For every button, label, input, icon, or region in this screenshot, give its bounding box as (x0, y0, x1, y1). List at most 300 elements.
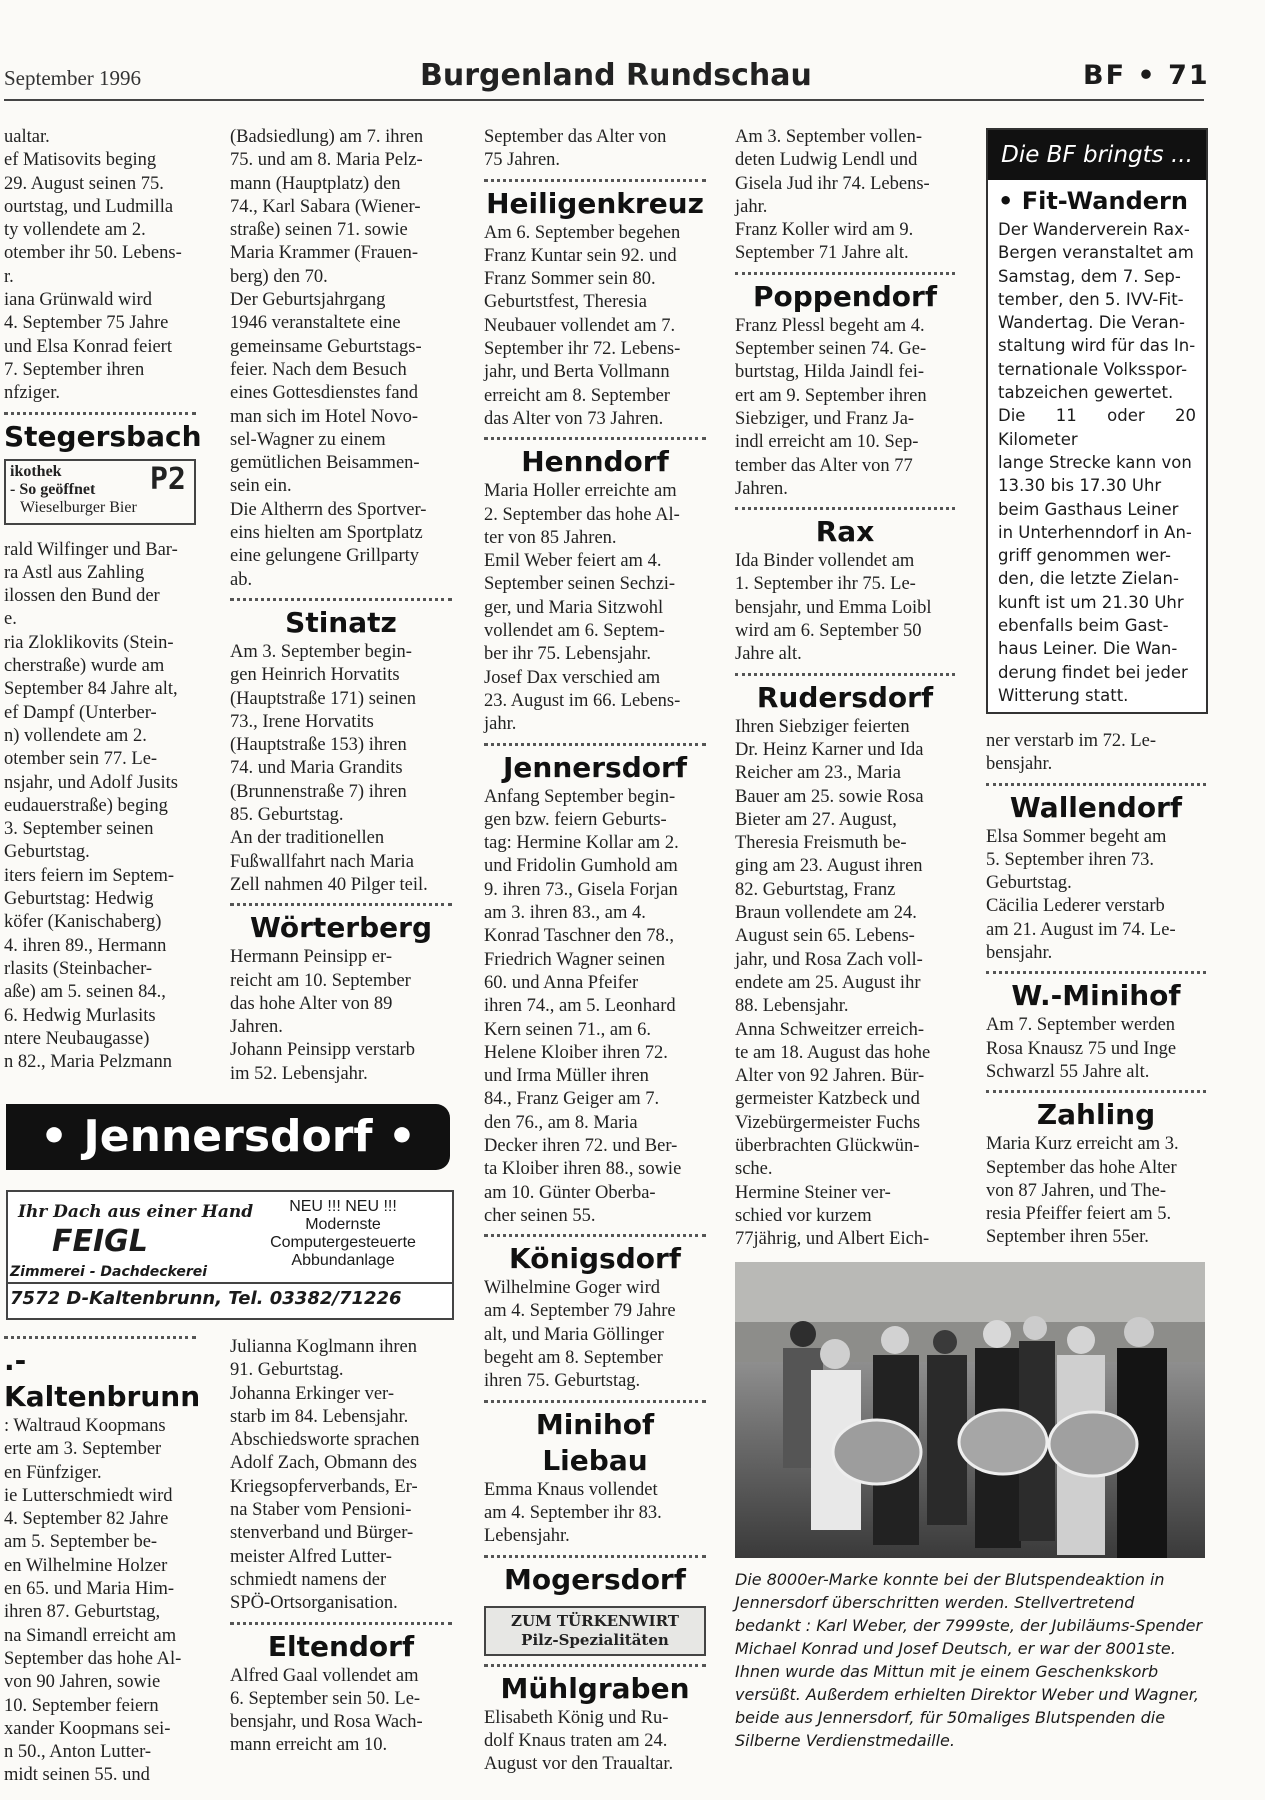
section-heading-poppendorf: Poppendorf (752, 279, 938, 313)
text-line: bensjahr, und Emma Loibl (735, 597, 932, 618)
ad-feigl-announcement (248, 1198, 438, 1270)
text-line: cher seinen 55. (484, 1205, 596, 1226)
text-line: jahr, und Berta Vollmann (484, 362, 670, 383)
column-2 (230, 126, 452, 1086)
lower2-eltendorf-text (230, 1665, 452, 1758)
divider (484, 179, 706, 182)
column-5 (986, 730, 1206, 1250)
text-line: eins hielten am Sportplatz (230, 523, 423, 544)
text-line: en Wilhelmine Holzer (4, 1555, 168, 1576)
lower-column-2 (230, 1336, 452, 1758)
ad-feigl-slogan: Ihr Dach aus einer Hand (18, 1202, 254, 1222)
text-line: otember ihr 50. Lebens- (4, 243, 182, 264)
text-line: 9. ihren 73., Gisela Forjan (484, 879, 678, 900)
text-line: 29. August seinen 75. (4, 173, 164, 194)
text-line: 60. und Anna Pfeifer (484, 972, 639, 993)
ad-diskothek-logo: P2 (149, 461, 186, 497)
text-line: 5. September ihren 73. (986, 849, 1154, 870)
text-line: aße) am 5. seinen 84., (4, 982, 166, 1003)
text-line: Die 11 oder 20 Kilometer (998, 406, 1196, 449)
text-line: Franz Kuntar sein 92. und (484, 245, 677, 266)
text-line: ourtstag, und Ludmilla (4, 196, 174, 217)
text-line: köfer (Kanischaberg) (4, 912, 162, 933)
text-line: mann erreicht am 10. (230, 1735, 388, 1756)
text-line: das Alter von 73 Jahren. (484, 408, 664, 429)
text-line: gen bzw. feiern Geburts- (484, 809, 667, 830)
text-line: ab. (230, 569, 253, 590)
text-line: derung findet bei jeder (998, 662, 1188, 682)
page-number: BF • 71 (1083, 60, 1210, 91)
text-line: Alter von 92 Jahren. Bür- (735, 1066, 925, 1087)
text-line: 82. Geburtstag, Franz (735, 879, 896, 900)
divider (4, 412, 196, 415)
text-line: 2. September das hohe Al- (484, 504, 680, 525)
text-line: iters feiern im Septem- (4, 865, 175, 886)
text-line: otember sein 77. Le- (4, 749, 158, 770)
text-line: Gisela Jud ihr 74. Lebens- (735, 173, 930, 194)
text-line: von 90 Jahren, sowie (4, 1672, 161, 1693)
text-line: sein ein. (230, 476, 292, 497)
col3-minihof-text (484, 1479, 706, 1549)
photo-caption: Die 8000er-Marke konnte bei der Blutspendeaktion in Jennersdorf überschritten werden. Stellvertretend bedankt : Karl Weber, der 7999ste, der Jubiläums-Spender Michael Konrad und Josef Deutsch, er war der 8001ste. Ihnen wurde das Mittun mit je einem Geschenkskorb versüßt. Außerdem erhielten Direktor Weber und Wagner, beide aus Jennersdorf, für 50maliges Blutspenden die Silberne Verdienstmedaille. (735, 1570, 1203, 1750)
text-line: wird am 6. September 50 (735, 621, 922, 642)
text-line: gemeinsame Geburtstags- (230, 336, 422, 357)
text-line: August vor den Traualtar. (484, 1754, 674, 1775)
text-line: 91. Geburtstag. (230, 1360, 344, 1381)
text-line: ging am 23. August ihren (735, 856, 923, 877)
text-line: te am 18. August das hohe (735, 1042, 931, 1063)
text-line: ebenfalls beim Gast- (998, 616, 1169, 636)
ad-feigl-contact: 7572 D-Kaltenbrunn, Tel. 03382/71226 (10, 1288, 402, 1309)
text-line: midt seinen 55. und (4, 1765, 150, 1786)
text-line: ber ihr 75. Lebensjahr. (484, 644, 651, 665)
text-line: : Waltraud Koopmans (4, 1416, 166, 1436)
text-line: e. (4, 609, 17, 630)
text-line: burtstag, Hilda Jaindl fei- (735, 362, 925, 383)
section-heading-minihof-liebau: Minihof Liebau (535, 1407, 655, 1477)
text-line: 73., Irene Horvatits (230, 711, 374, 732)
ad-feigl-subtitle: Zimmerei - Dachdeckerei (10, 1264, 208, 1280)
text-line: Bieter am 27. August, (735, 809, 897, 830)
text-line: eudauerstraße) beging (4, 795, 168, 816)
text-line: Jahren. (735, 478, 788, 499)
text-line: jahr. (735, 196, 768, 217)
section-heading-wallendorf: Wallendorf (1009, 790, 1183, 824)
text-line: Bauer am 25. sowie Rosa (735, 786, 924, 807)
text-line: schmiedt namens der (230, 1569, 387, 1590)
text-line: 74. und Maria Grandits (230, 758, 403, 779)
text-line: September seinen 74. Ge- (735, 339, 927, 360)
ad-diskothek-line1: ikothek (10, 462, 62, 480)
divider (986, 971, 1206, 974)
text-line: haus Leiner. Die Wan- (998, 639, 1178, 659)
text-line: germeister Katzbeck und (735, 1089, 920, 1110)
text-line: 85. Geburtstag. (230, 805, 344, 826)
text-line: Der Geburtsjahrgang (230, 290, 386, 311)
divider (484, 1555, 706, 1558)
text-line: deten Ludwig Lendl und (735, 150, 918, 171)
text-line: Bergen veranstaltet am (998, 243, 1194, 263)
text-line: SPÖ-Ortsorganisation. (230, 1593, 398, 1614)
text-line: am 21. August im 74. Le- (986, 919, 1176, 940)
text-line: n) vollendete am 2. (4, 725, 147, 746)
ad-feigl-name: FEIGL (52, 1224, 148, 1259)
text-line: 3. September seinen (4, 819, 154, 840)
text-line: Geburtstag: Hedwig (4, 889, 154, 910)
text-line: ria Zloklikovits (Stein- (4, 632, 174, 653)
col2-woerterberg-text (230, 946, 452, 1086)
text-line: nfziger. (4, 383, 60, 404)
text-line: eine gelungene Grillparty (230, 546, 420, 567)
text-line: dolf Knaus traten am 24. (484, 1730, 668, 1751)
text-line: September 71 Jahre alt. (735, 243, 909, 264)
lower-column-1 (4, 1330, 201, 1788)
text-line: iana Grünwald wird (4, 290, 152, 311)
text-line: tember das Alter von 77 (735, 455, 913, 476)
text-line: kunft ist um 21.30 Uhr (998, 592, 1184, 612)
col4-poppendorf-text (735, 315, 955, 501)
divider (484, 437, 706, 440)
text-line: ntere Neubaugasse) (4, 1028, 150, 1049)
text-line: ihren 87. Geburtstag, (4, 1602, 161, 1623)
text-line: (Hauptstraße 171) seinen (230, 688, 416, 709)
text-line: Hermann Peinsipp er- (230, 947, 392, 968)
text-line: Schwarzl 55 Jahre alt. (986, 1061, 1150, 1082)
text-line: Witterung statt. (998, 685, 1129, 705)
text-line: Emil Weber feiert am 4. (484, 551, 662, 572)
text-line: 75 Jahren. (484, 150, 561, 171)
text-line: erreicht am 8. September (484, 385, 670, 406)
text-line: am 4. September ihr 83. (484, 1502, 662, 1523)
text-line: Samstag, dem 7. Sep- (998, 266, 1181, 286)
lower2-text (230, 1336, 452, 1616)
text-line: rlasits (Steinbacher- (4, 958, 153, 979)
ad-diskothek-line3: Wieselburger Bier (20, 498, 137, 516)
text-line: stenverband und Bürger- (230, 1523, 414, 1544)
text-line: den 76., am 8. Maria (484, 1112, 638, 1133)
text-line: und Fridolin Gumhold am (484, 856, 678, 877)
info-box-bf-bringts (986, 128, 1208, 714)
text-line: den, die letzte Zielan- (998, 569, 1179, 589)
text-line: sel-Wagner zu einem (230, 429, 386, 450)
text-line: Jahre alt. (735, 644, 802, 665)
col5-after-text (986, 730, 1206, 777)
text-line: Neubauer vollendet am 7. (484, 315, 676, 336)
text-line: Am 3. September vollen- (735, 127, 923, 147)
divider (735, 272, 955, 275)
text-line: meister Alfred Lutter- (230, 1546, 392, 1567)
col4-rudersdorf-text (735, 716, 955, 1252)
text-line: beim Gasthaus Leiner (998, 499, 1179, 519)
text-line: tember, den 5. IVV-Fit- (998, 289, 1184, 309)
info-box-title: Die BF bringts ... (988, 130, 1206, 180)
section-heading-eltendorf: Eltendorf (267, 1629, 415, 1663)
text-line: 88. Lebensjahr. (735, 996, 849, 1017)
ad-tuerkenwirt (484, 1606, 706, 1656)
text-line: Johann Peinsipp verstarb (230, 1040, 415, 1061)
ad-tuerkenwirt-line1: ZUM TÜRKENWIRT (511, 1611, 679, 1630)
text-line: Alfred Gaal vollendet am (230, 1665, 419, 1686)
section-heading-mogersdorf: Mogersdorf (504, 1562, 686, 1596)
text-line: September ihr 72. Lebens- (484, 339, 681, 360)
col1-after-text (4, 539, 196, 1075)
text-line: 1. September ihr 75. Le- (735, 574, 916, 595)
text-line: gen Heinrich Horvatits (230, 665, 400, 686)
section-heading-woerterberg: Wörterberg (250, 911, 432, 945)
text-line: resia Pfeiffer feiert am 5. (986, 1204, 1172, 1225)
text-line: 7. September ihren (4, 359, 145, 380)
text-line: tag: Hermine Kollar am 2. (484, 833, 679, 854)
text-line: Jahren. (230, 1017, 283, 1038)
text-line: September das hohe Al- (4, 1648, 182, 1669)
divider (4, 1336, 196, 1339)
text-line: ner verstarb im 72. Le- (986, 731, 1157, 751)
text-line: Vizebürgermeister Fuchs (735, 1112, 921, 1133)
text-line: eines Gottesdienstes fand (230, 383, 419, 404)
text-line: Anna Schweitzer erreich- (735, 1019, 925, 1040)
text-line: (Badsiedlung) am 7. ihren (230, 127, 424, 147)
text-line: An der traditionellen (230, 828, 385, 849)
text-line: und Irma Müller ihren (484, 1066, 649, 1087)
column-4 (735, 126, 955, 1251)
text-line: Am 3. September begin- (230, 641, 412, 662)
section-heading-rax: Rax (815, 515, 875, 549)
text-line: Elsa Sommer begeht am (986, 826, 1167, 847)
text-line: straße) seinen 71. sowie (230, 220, 408, 241)
text-line: am 10. Günter Oberba- (484, 1182, 656, 1203)
text-line: am 5. September be- (4, 1532, 158, 1553)
divider (484, 1234, 706, 1237)
text-line: September seinen Sechzi- (484, 574, 676, 595)
divider (484, 1664, 706, 1667)
text-line: 84., Franz Geiger am 7. (484, 1089, 660, 1110)
col5-wminihof-text (986, 1014, 1206, 1084)
text-line: sche. (735, 1159, 773, 1180)
text-line: 23. August im 66. Lebens- (484, 690, 681, 711)
text-line: September das hohe Alter (986, 1157, 1177, 1178)
divider (484, 1400, 706, 1403)
text-line: ilossen den Bund der (4, 586, 160, 607)
text-line: Franz Koller wird am 9. (735, 220, 914, 241)
issue-date: September 1996 (4, 66, 142, 90)
section-heading-rudersdorf: Rudersdorf (756, 680, 934, 714)
text-line: Am 6. September begehen (484, 222, 681, 243)
divider (735, 507, 955, 510)
text-line: en Fünfziger. (4, 1462, 102, 1483)
text-line: 6. Hedwig Murlasits (4, 1005, 156, 1026)
text-line: bensjahr, und Rosa Wach- (230, 1712, 423, 1733)
divider (986, 783, 1206, 786)
text-line: ra Astl aus Zahling (4, 562, 145, 583)
text-line: Maria Krammer (Frauen- (230, 243, 418, 264)
text-line: ef Dampf (Unterber- (4, 702, 157, 723)
section-heading-kaltenbrunn: .-Kaltenbrunn (4, 1344, 201, 1413)
text-line: ihren 74., am 5. Leonhard (484, 996, 676, 1017)
ad-feigl-line3: Abbundanlage (291, 1252, 395, 1269)
ad-feigl-neu: NEU !!! NEU !!! (289, 1198, 397, 1215)
text-line: begeht am 8. September (484, 1348, 663, 1369)
text-line: ty vollendete am 2. (4, 220, 146, 241)
text-line: Helene Kloiber ihren 72. (484, 1042, 668, 1063)
text-line: man sich im Hotel Novo- (230, 406, 419, 427)
col5-zahling-text (986, 1133, 1206, 1249)
text-line: September 84 Jahre alt, (4, 679, 178, 700)
text-line: n 82., Maria Pelzmann (4, 1052, 172, 1073)
section-heading-zahling: Zahling (1036, 1098, 1156, 1132)
text-line: jahr. (484, 714, 517, 735)
text-line: vollendet am 6. Septem- (484, 621, 665, 642)
text-line: Dr. Heinz Karner und Ida (735, 739, 924, 760)
ad-diskothek (4, 459, 196, 525)
section-heading-w-minihof: W.-Minihof (1011, 979, 1181, 1013)
column-3 (484, 126, 706, 1776)
divider (986, 1090, 1206, 1093)
text-line: Emma Knaus vollendet (484, 1479, 658, 1500)
text-line: Josef Dax verschied am (484, 667, 661, 688)
text-line: Geburtstag. (4, 842, 90, 863)
text-line: Der Wanderverein Rax- (998, 220, 1190, 239)
text-line: 77jährig, und Albert Eich- (735, 1229, 930, 1250)
text-line: Ihren Siebziger feierten (735, 716, 910, 737)
text-line: 75. und am 8. Maria Pelz- (230, 150, 423, 171)
text-line: rald Wilfinger und Bar- (4, 539, 178, 560)
text-line: nsjahr, und Adolf Jusits (4, 772, 178, 793)
text-line: ter von 85 Jahren. (484, 527, 617, 548)
text-line: Die Altherrn des Sportver- (230, 499, 427, 520)
col4-top-text (735, 126, 955, 266)
text-line: ie Lutterschmiedt wird (4, 1485, 173, 1506)
info-box-heading: • Fit-Wandern (998, 187, 1188, 215)
text-line: im 52. Lebensjahr. (230, 1063, 368, 1084)
divider (230, 1622, 452, 1625)
text-line: 4. September 75 Jahre (4, 313, 169, 334)
divider (230, 598, 452, 601)
text-line: en 65. und Maria Him- (4, 1579, 175, 1600)
text-line: Kriegsopferverbands, Er- (230, 1476, 418, 1497)
newspaper-title: Burgenland Rundschau (420, 58, 812, 93)
section-heading-henndorf: Henndorf (521, 445, 669, 479)
text-line: Adolf Zach, Obmann des (230, 1453, 418, 1474)
text-line: September ihren 55er. (986, 1227, 1149, 1248)
text-line: Maria Kurz erreicht am 3. (986, 1134, 1179, 1155)
text-line: 4. ihren 89., Hermann (4, 935, 167, 956)
text-line: überbrachten Glückwün- (735, 1135, 920, 1156)
col3-top-text (484, 126, 706, 173)
col5-wallendorf-text (986, 826, 1206, 966)
text-line: 1946 veranstaltete eine (230, 313, 401, 334)
text-line: September das Alter von (484, 127, 667, 147)
text-line: Friedrich Wagner seinen (484, 949, 666, 970)
text-line: Konrad Taschner den 78., (484, 926, 674, 947)
section-heading-stegersbach: Stegersbach (4, 419, 202, 453)
text-line: Decker ihren 72. und Ber- (484, 1135, 678, 1156)
text-line: endete am 25. August ihr (735, 972, 921, 993)
text-line: Zell nahmen 40 Pilger teil. (230, 874, 428, 895)
text-line: jahr, und Rosa Zach voll- (735, 949, 923, 970)
text-line: bensjahr. (986, 943, 1053, 964)
text-line: Siebziger, und Franz Ja- (735, 408, 915, 429)
section-banner-jennersdorf: • Jennersdorf • (6, 1104, 450, 1170)
ad-feigl-rule (8, 1282, 452, 1284)
info-box-text (988, 218, 1206, 707)
text-line: von 87 Jahren, und The- (986, 1180, 1166, 1201)
text-line: Johanna Erkinger ver- (230, 1383, 395, 1404)
text-line: ta Kloiber ihren 88., sowie (484, 1159, 682, 1180)
text-line: und Elsa Konrad feiert (4, 336, 172, 357)
text-line: r. (4, 266, 14, 287)
text-line: Kern seinen 71., am 6. (484, 1019, 651, 1040)
text-line: reicht am 10. September (230, 970, 411, 991)
text-line: griff genommen wer- (998, 546, 1171, 566)
text-line: alt, und Maria Göllinger (484, 1324, 664, 1345)
text-line: Anfang September begin- (484, 786, 676, 807)
text-line: lange Strecke kann von (998, 452, 1192, 472)
text-line: staltung wird für das In- (998, 336, 1196, 356)
text-line: ert am 9. September ihren (735, 385, 927, 406)
text-line: ger, und Maria Sitzwohl (484, 597, 664, 618)
text-line: mann (Hauptplatz) den (230, 173, 401, 194)
text-line: ternationale Volksspor- (998, 359, 1188, 379)
text-line: schied vor kurzem (735, 1205, 872, 1226)
text-line: Maria Holler erreichte am (484, 481, 677, 502)
text-line: na Simandl erreicht am (4, 1625, 177, 1646)
col3-heiligenkreuz-text (484, 222, 706, 432)
text-line: (Brunnenstraße 7) ihren (230, 781, 407, 802)
text-line: (Hauptstraße 153) ihren (230, 735, 407, 756)
text-line: indl erreicht am 10. Sep- (735, 432, 919, 453)
text-line: Cäcilia Lederer verstarb (986, 896, 1165, 917)
text-line: 10. September feiern (4, 1695, 159, 1716)
text-line: Julianna Koglmann ihren (230, 1337, 418, 1357)
header-rule (4, 99, 1204, 101)
col3-koenigsdorf-text (484, 1277, 706, 1393)
divider (484, 743, 706, 746)
text-line: ualtar. (4, 127, 50, 147)
text-line: Elisabeth König und Ru- (484, 1707, 669, 1728)
text-line: Wandertag. Die Veran- (998, 313, 1185, 333)
col2-stinatz-text (230, 641, 452, 897)
text-line: feier. Nach dem Besuch (230, 359, 407, 380)
col3-muehlgraben-text (484, 1707, 706, 1777)
text-line: na Staber vom Pensioni- (230, 1500, 412, 1521)
text-line: in Unterhenndorf in An- (998, 522, 1192, 542)
divider (735, 673, 955, 676)
ad-feigl (6, 1190, 454, 1320)
text-line: 13.30 bis 17.30 Uhr (998, 476, 1162, 496)
text-line: ihren 75. Geburtstag. (484, 1371, 641, 1392)
section-heading-koenigsdorf: Königsdorf (509, 1242, 681, 1276)
text-line: Hermine Steiner ver- (735, 1182, 891, 1203)
text-line: bensjahr. (986, 754, 1053, 775)
text-line: Braun vollendete am 24. (735, 903, 917, 924)
text-line: Lebensjahr. (484, 1526, 570, 1547)
ad-tuerkenwirt-line2: Pilz-Spezialitäten (521, 1630, 669, 1649)
text-line: Rosa Knausz 75 und Inge (986, 1038, 1177, 1059)
text-line: tabzeichen gewertet. (998, 383, 1174, 403)
section-heading-stinatz: Stinatz (285, 605, 397, 639)
ad-feigl-line1: Modernste (305, 1216, 381, 1233)
section-heading-heiligenkreuz: Heiligenkreuz (486, 186, 704, 220)
text-line: Geburtstag. (986, 873, 1072, 894)
text-line: n 50., Anton Lutter- (4, 1742, 152, 1763)
section-heading-jennersdorf: Jennersdorf (502, 750, 687, 784)
col2-top-text (230, 126, 452, 592)
col3-jennersdorf-text (484, 786, 706, 1229)
text-line: Fußwallfahrt nach Maria (230, 851, 414, 872)
text-line: ef Matisovits beging (4, 150, 157, 171)
text-line: erte am 3. September (4, 1439, 162, 1460)
text-line: 6. September sein 50. Le- (230, 1688, 421, 1709)
